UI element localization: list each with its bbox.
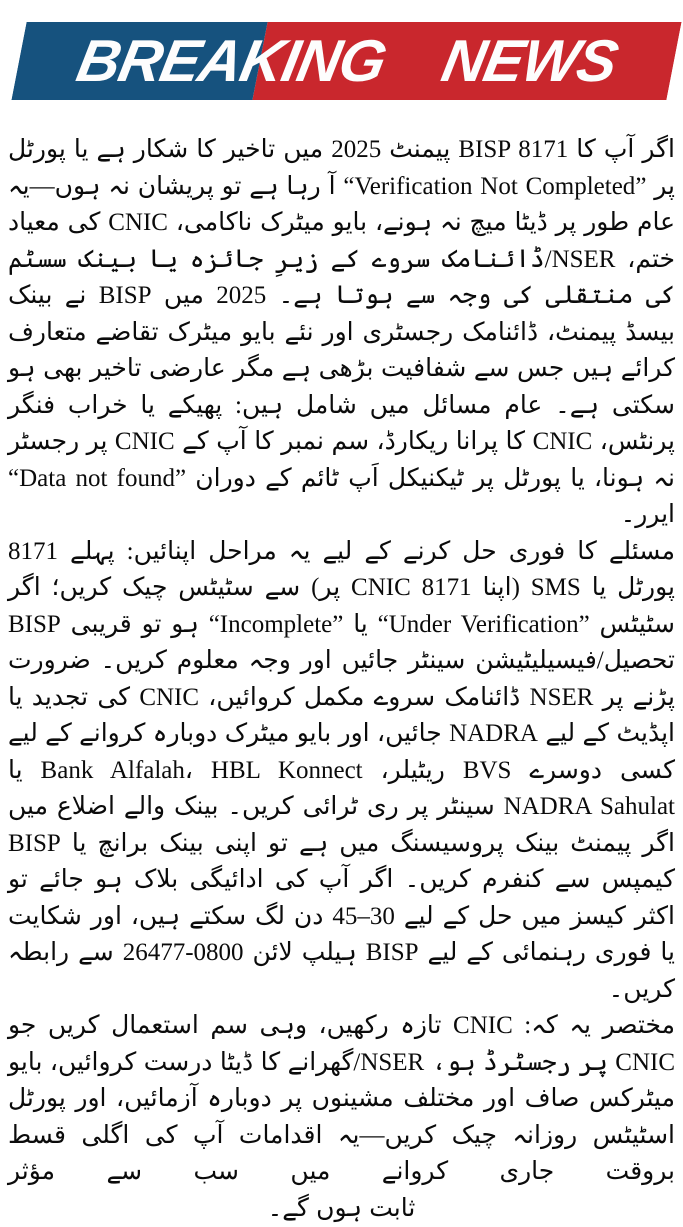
article-paragraph-2: مسئلے کا فوری حل کرنے کے لیے یہ مراحل اپنائیں: پہلے 8171 پورٹل یا SMS (اپنا CNIC 8171 پر) سے سٹیٹس چیک کریں؛ اگر سٹیٹس ”Under Verification“ یا ”Incomplete“ ہو تو قریبی BISP تحصیل/فیسیلیٹیشن سینٹر جائیں اور وجہ معلوم کریں۔ ضرورت پڑنے پر NSER ڈائنامک سروے مکمل کروائیں، CNIC کی تجدید یا اپڈیٹ کے لیے NADRA جائیں، اور بایو میٹرک دوبارہ کروانے کے لیے کسی دوسرے BVS ریٹیلر، Bank Alfalah، HBL Konnect یا NADRA Sahulat سینٹر پر ری ٹرائی کریں۔ بینک والے اضلاع میں اگر پیمنٹ بینک پروسیسنگ میں ہے تو اپنی بینک برانچ یا BISP کیمپس سے کنفرم کریں۔ اگر آپ کی ادائیگی بلاک ہو جائے تو اکثر کیسز میں حل کے لیے 30–45 دن لگ سکتے ہیں، اور شکایت یا فوری رہنمائی کے لیے BISP ہیلپ لائن 0800-26477 سے رابطہ کریں۔	[8, 534, 675, 1009]
banner-word-breaking: BREAKING	[72, 32, 412, 91]
banner-red-panel	[252, 22, 681, 100]
banner-word-news: NEWS	[427, 32, 621, 91]
banner-blue-panel	[11, 22, 267, 100]
banner-shape	[11, 22, 681, 100]
article-closing-line: ثابت ہوں گے۔	[8, 1191, 675, 1227]
article-paragraph-1: اگر آپ کا BISP 8171 پیمنٹ 2025 میں تاخیر کا شکار ہے یا پورٹل پر ”Verification Not Completed“ آ رہا ہے تو پریشان نہ ہوں—یہ عام طور پر ڈیٹا میچ نہ ہونے، بایو میٹرک ناکامی، CNIC کی معیاد ختم، NSER/ڈائنامک سروے کے زیرِ جائزہ یا بینک سسٹم کی منتقلی کی وجہ سے ہوتا ہے۔ 2025 میں BISP نے بینک بیسڈ پیمنٹ، ڈائنامک رجسٹری اور نئے بایو میٹرک تقاضے متعارف کرائے ہیں جس سے شفافیت بڑھی ہے مگر عارضی تاخیر بھی ہو سکتی ہے۔ عام مسائل میں شامل ہیں: پھیکے یا خراب فنگر پرنٹس، CNIC کا پرانا ریکارڈ، سم نمبر کا آپ کے CNIC پر رجسٹر نہ ہونا، یا پورٹل پر ٹیکنیکل اَپ ٹائم کے دوران ”Data not found“ ایرر۔	[8, 132, 675, 534]
breaking-news-banner	[14, 22, 674, 104]
article-body	[8, 132, 675, 1227]
article-paragraph-3: مختصر یہ کہ: CNIC تازہ رکھیں، وہی سم استعمال کریں جو CNIC پر رجسٹرڈ ہو، NSER/گھرانے کا ڈیٹا درست کروائیں، بایو میٹرکس صاف اور مختلف مشینوں پر دوبارہ آزمائیں، اور پورٹل اسٹیٹس روزانہ چیک کریں—یہ اقدامات آپ کی اگلی قسط بروقت جاری کروانے میں سب سے مؤثر	[8, 1008, 675, 1191]
